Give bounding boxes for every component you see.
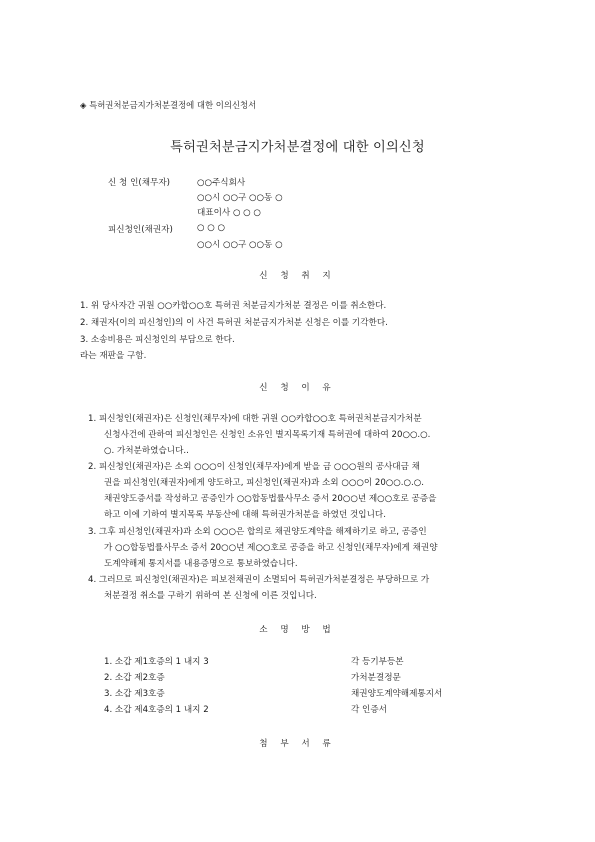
reasons-heading: 신 청 이 유 [259,383,336,393]
evidence-item-description: 채권양도계약해제통지서 [351,689,443,699]
evidence-item-name: 3. 소갑 제3호증 [104,689,165,699]
evidence-item-name: 1. 소갑 제1호증의 1 내지 3 [104,657,209,667]
reason-line: ○. 가처분하였습니다.. [104,446,189,456]
reason-line: 신청사건에 관하여 피신청인은 신청인 소유인 별지목록기재 특허권에 대하여 20○○.○. [104,430,431,440]
reason-line: 권을 피신청인(채권자)에게 양도하고, 피신청인(채권자)과 소외 ○○○이 20○○.○.○. [104,478,424,488]
document-header: ◈ 특허권처분금지가처분결정에 대한 이의신청서 [80,100,257,110]
reason-line: 채권양도증서를 작성하고 공증인가 ○○합동법률사무소 증서 20○○년 제○○호로 공증을 [104,494,437,504]
reason-line: 1. 피신청인(채권자)은 신청인(채무자)에 대한 귀원 ○○카합○○호 특허권처분금지가처분 [88,414,422,424]
reason-line: 4. 그러므로 피신청인(채권자)은 피보전채권이 소멸되어 특허권가처분결정은 부당하므로 가 [88,575,430,585]
evidence-item-description: 각 등기부등본 [351,657,404,667]
purpose-closing: 라는 재판을 구함. [80,351,147,361]
applicant-address: ○○시 ○○구 ○○동 ○ [197,193,283,203]
reason-line: 하고 이에 기하여 별지목록 부동산에 대해 특허권가처분을 하였던 것입니다. [104,510,386,520]
document-title: 특허권처분금지가처분결정에 대한 이의신청 [170,140,425,155]
purpose-item: 3. 소송비용은 피신청인의 부담으로 한다. [80,335,235,345]
attachments-heading: 첨 부 서 류 [259,739,336,749]
respondent-name: ○ ○ ○ [197,223,225,233]
purpose-item: 1. 위 당사자간 귀원 ○○카합○○호 특허권 처분금지가처분 결정은 이를 취소한다. [80,301,387,311]
applicant-label: 신 청 인(채무자) [108,178,170,188]
evidence-item-description: 가처분결정문 [351,673,401,683]
reason-line: 3. 그후 피신청인(채권자)과 소외 ○○○은 합의로 채권양도계약을 해제하기로 하고, 공증인 [88,527,427,537]
reason-line: 도계약해제 통지서를 내용증명으로 통보하였습니다. [104,559,298,569]
purpose-item: 2. 채권자(이의 피신청인)의 이 사건 특허권 처분금지가처분 신청은 이를 기각한다. [80,318,388,328]
applicant-representative: 대표이사 ○ ○ ○ [197,208,261,218]
evidence-item-name: 4. 소갑 제4호증의 1 내지 2 [104,705,209,715]
purpose-heading: 신 청 취 지 [259,271,336,281]
reason-line: 처분결정 취소를 구하기 위하여 본 신청에 이른 것입니다. [104,591,317,601]
reason-line: 2. 피신청인(채권자)은 소외 ○○○이 신청인(채무자)에게 받을 금 ○○○원의 공사대금 채 [88,462,420,472]
evidence-item-description: 각 인증서 [351,705,387,715]
applicant-name: ○○주식회사 [197,178,246,188]
respondent-address: ○○시 ○○구 ○○동 ○ [197,240,283,250]
evidence-item-name: 2. 소갑 제2호증 [104,673,165,683]
reason-line: 가 ○○합동법률사무소 증서 20○○년 제○○호로 공증을 하고 신청인(채무자)에게 채권양 [104,543,438,553]
evidence-heading: 소 명 방 법 [259,625,336,635]
respondent-label: 피신청인(채권자) [108,225,173,235]
